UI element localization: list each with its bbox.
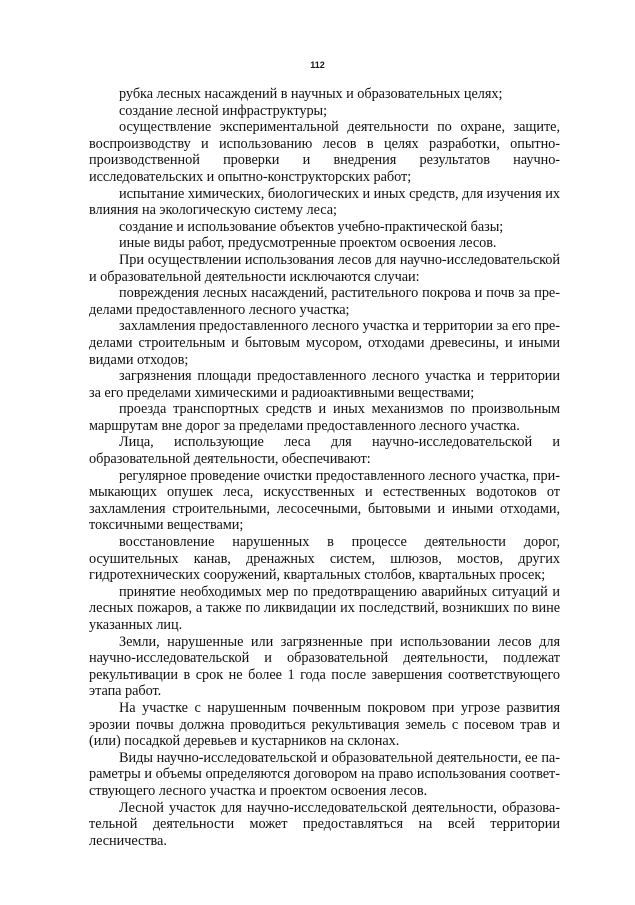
paragraph: загрязнения площади предоставленного лесного участка и территории за его пределами химическими и радиоактивными веществами;: [89, 368, 560, 401]
paragraph: На участке с нарушенным почвенным покровом при угрозе развития эрозии почвы должна проводиться рекультивация земель с посевом трав и (или) посадкой деревьев и кустарников на склонах.: [89, 699, 560, 750]
page-number: 112: [310, 60, 325, 70]
paragraph: иные виды работ, предусмотренные проектом освоения лесов.: [119, 235, 497, 252]
paragraph: создание и использование объектов учебно-практической базы;: [119, 218, 504, 235]
paragraph: регулярное проведение очистки предоставленного лесного участка, примыкающих опушек леса, искусственных и естественных водотоков от захламления строительными, лесосечными, бытовыми и иными отходами, токсичными веществами;: [89, 467, 560, 534]
paragraph: захламления предоставленного лесного участка и территории за его пределами строительным и бытовым мусором, отходами древесины, и иными видами отходов;: [89, 318, 560, 368]
paragraph: повреждения лесных насаждений, растительного покрова и почв за пределами предоставленного лесного участка;: [89, 285, 560, 318]
paragraph: осуществление экспериментальной деятельности по охране, защите, воспроизводству и использованию лесов в целях разработки, опытно-производственной проверки и внедрения результатов научно-исследовательских и опытно-конструкторских работ;: [89, 119, 560, 185]
paragraph: рубка лесных насаждений в научных и образовательных целях;: [119, 86, 503, 102]
paragraph: Лица, использующие леса для научно-исследовательской и образовательной деятельности, обеспечивают:: [89, 434, 560, 468]
paragraph: испытание химических, биологических и иных средств, для изучения их влияния на экологическую систему леса;: [89, 185, 560, 219]
paragraph: восстановление нарушенных в процессе деятельности дорог, осушительных канав, дренажных систем, шлюзов, мостов, других гидротехнических сооружений, квартальных столбов, квартальных просек;: [89, 534, 560, 584]
paragraph: создание лесной инфраструктуры;: [119, 102, 328, 119]
paragraph: При осуществлении использования лесов для научно-исследовательской и образовательной деятельности исключаются случаи:: [89, 251, 560, 285]
paragraph: проезда транспортных средств и иных механизмов по произвольным маршрутам вне дорог за пределами предоставленного лесного участка.: [89, 401, 560, 434]
body-text: [89, 86, 560, 849]
paragraph: принятие необходимых мер по предотвращению аварийных ситуаций и лесных пожаров, а также по ликвидации их последствий, возникших по вине указанных лиц.: [89, 583, 560, 633]
paragraph: Лесной участок для научно-исследовательской деятельности, образовательной деятельности может предоставляться на всей территории лесничества.: [89, 799, 560, 849]
paragraph: Виды научно-исследовательской и образовательной деятельности, ее параметры и объемы определяются договором на право использования соответствующего лесного участка и проектом освоения лесов.: [89, 749, 560, 799]
paragraph: Земли, нарушенные или загрязненные при использовании лесов для научно-исследовательской и образовательной деятельности, подлежат рекультивации в срок не более 1 года после завершения соответствующего этапа работ.: [89, 633, 560, 700]
